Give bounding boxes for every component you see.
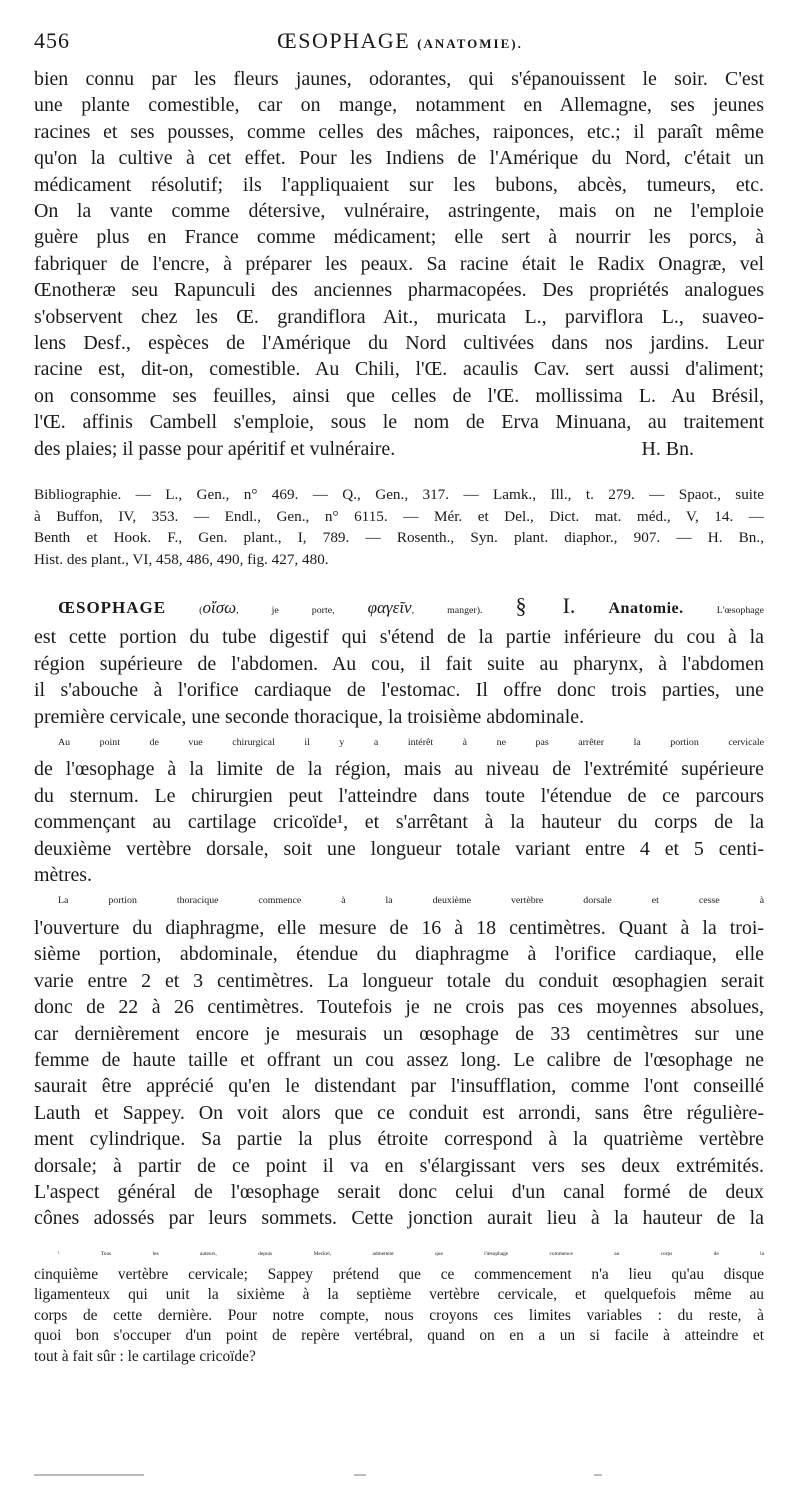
greek-word-1: οἴσω (202, 598, 237, 617)
text-line: première cervicale, une seconde thoracique, la troisième abdominale. (34, 705, 585, 728)
text-line: car dernièrement encore je mesurais un œsophage de 33 centimètres sur une (34, 1022, 764, 1045)
text-line-content: des plaies; il passe pour apéritif et vulnéraire. (34, 437, 396, 460)
footnote-line: cinquième vertèbre cervicale; Sappey prétend que ce commencement n'a lieu qu'au disque (34, 1265, 764, 1283)
text-line: il s'abouche à l'orifice cardiaque de l'estomac. Il offre donc trois parties, une (34, 679, 764, 702)
scan-edge-marks (34, 1474, 764, 1478)
running-header (0, 28, 800, 62)
text-line: qu'on la cultive à cet effet. Pour les Indiens de l'Amérique du Nord, c'était un (34, 147, 764, 170)
footnote-line: quoi bon s'occuper d'un point de repère vertébral, quand on en a un si facile à atteindre et (34, 1327, 764, 1345)
text-line: région supérieure de l'abdomen. Au cou, il fait suite au pharynx, à l'abdomen (34, 652, 764, 675)
text-line: Lauth et Sappey. On voit alors que ce conduit est arrondi, sans être régulière- (34, 1101, 764, 1124)
text-line: est cette portion du tube digestif qui s'étend de la partie inférieure du cou à la (34, 626, 764, 649)
text-line: bien connu par les fleurs jaunes, odorantes, qui s'épanouissent le soir. C'est (34, 68, 764, 90)
footnotes (34, 1244, 764, 1368)
text-line: s'observent chez les Œ. grandiflora Ait., muricata L., parviflora L., suaveo- (34, 305, 764, 328)
continued-paragraph (34, 66, 764, 462)
text-line: saurait être apprécié qu'en le distendant par l'insufflation, comme l'ont conseillé (34, 1075, 764, 1098)
footnote-line: ligamenteux qui unit la sixième à la septième vertèbre cervicale, et quelquefois même au (34, 1286, 764, 1304)
text-line (34, 436, 764, 462)
etymology-gloss-2: , manger). (411, 605, 483, 616)
scan-mark (594, 1474, 602, 1476)
entry-headword: ŒSOPHAGE (58, 598, 167, 617)
running-title-sub: (ANATOMIE). (417, 36, 523, 51)
text-line: L'aspect général de l'œsophage serait donc celui d'un canal formé de deux (34, 1180, 764, 1203)
entry-oesophage (34, 593, 764, 1232)
text-line: l'Œ. affinis Cambell s'emploie, sous le nom de Erva Minuana, au traitement (34, 411, 764, 434)
running-title (0, 28, 800, 54)
scan-mark (354, 1474, 366, 1476)
text-line: deuxième vertèbre dorsale, soit une longueur totale variant entre 4 et 5 centi- (34, 837, 764, 860)
text-line: du sternum. Le chirurgien peut l'atteindre dans toute l'étendue de ce parcours (34, 784, 764, 807)
greek-word-2: φαγεῖν (367, 598, 412, 617)
biblio-line: Benth et Hook. F., Gen. plant., I, 789. — Rosenth., Syn. plant. diaphor., 907. — H. Bn., (34, 529, 764, 546)
text-line: femme de haute taille et offrant un cou assez long. Le calibre de l'œsophage ne (34, 1048, 764, 1071)
text-line: ment cylindrique. Sa partie la plus étroite correspond à la quatrième vertèbre (34, 1128, 764, 1151)
text-line: cônes adossés par leurs sommets. Cette jonction aurait lieu à la hauteur de la (34, 1207, 764, 1230)
footnote-line: tout à fait sûr : le cartilage cricoïde? (34, 1347, 256, 1365)
text-line: On la vante comme détersive, vulnéraire, astringente, mais on ne l'emploie (34, 200, 764, 223)
text-line: varie entre 2 et 3 centimètres. La longueur totale du conduit œsophagien serait (34, 969, 764, 992)
text-line: sième portion, abdominale, étendue du diaphragme à l'orifice cardiaque, elle (34, 943, 764, 966)
footnote-line: corps de cette dernière. Pour notre compte, nous croyons ces limites variables : du reste, à (34, 1306, 764, 1324)
text-line: guère plus en France comme médicament; elle sert à nourrir les porcs, à (34, 226, 764, 249)
text-line: de l'œsophage à la limite de la région, mais au niveau de l'extrémité supérieure (34, 758, 764, 781)
etymology-open: ( (199, 605, 203, 616)
running-title-main: ŒSOPHAGE (277, 28, 411, 53)
entry-first-line-rest: L'œsophage (716, 605, 764, 616)
bibliography (34, 484, 764, 570)
text-line: une plante comestible, car on mange, notamment en Allemagne, ses jeunes (34, 94, 764, 117)
section-mark: § I. (515, 593, 576, 618)
scan-mark (34, 1474, 144, 1476)
text-line: dorsale; à partir de ce point il va en s'élargissant vers ses deux extrémités. (34, 1154, 764, 1177)
text-line: commençant au cartilage cricoïde¹, et s'arrêtant à la hauteur du corps de la (34, 811, 764, 834)
text-line: lens Desf., espèces de l'Amérique du Nord cultivées dans nos jardins. Leur (34, 332, 764, 355)
page-number: 456 (34, 28, 70, 53)
author-signature: H. Bn. (641, 437, 694, 460)
text-line: racines et ses pousses, comme celles des mâches, raiponces, etc.; il paraît même (34, 120, 764, 143)
text-line: on consomme ses feuilles, ainsi que celles de l'Œ. mollissima L. Au Brésil, (34, 384, 764, 407)
text-line: Œnotheræ seu Rapunculi des anciennes pharmacopées. Des propriétés analogues (34, 279, 764, 302)
etymology-gloss-1: , je porte, (236, 605, 368, 616)
text-line: mètres. (34, 864, 92, 887)
text-line: racine est, dit-on, comestible. Au Chili, l'Œ. acaulis Cav. sert aussi d'aliment; (34, 358, 764, 381)
biblio-line: Hist. des plant., VI, 458, 486, 490, fig. 427, 480. (34, 550, 329, 568)
text-line: Au point de vue chirurgical il y a intérêt à ne pas arrêter la portion cervicale (58, 737, 764, 749)
text-line: l'ouverture du diaphragme, elle mesure de 16 à 18 centimètres. Quant à la troi- (34, 916, 764, 939)
section-label: Anatomie. (608, 600, 684, 617)
entry-first-line (34, 593, 764, 624)
footnote-line: ¹ Tous les auteurs, depuis Meckel, admettent que l'œsophage commence au corps de la (58, 1251, 764, 1257)
biblio-line: à Buffon, IV, 353. — Endl., Gen., n° 6115. — Mér. et Del., Dict. mat. méd., V, 14. — (34, 507, 764, 525)
text-line: médicament résolutif; ils l'appliquaient sur les bubons, abcès, tumeurs, etc. (34, 173, 764, 196)
text-line: La portion thoracique commence à la deuxième vertèbre dorsale et cesse à (58, 895, 764, 907)
text-line: donc de 22 à 26 centimètres. Toutefois je ne crois pas ces moyennes absolues, (34, 996, 764, 1019)
text-line: fabriquer de l'encre, à préparer les peaux. Sa racine était le Radix Onagræ, vel (34, 252, 764, 275)
biblio-line: Bibliographie. — L., Gen., n° 469. — Q., Gen., 317. — Lamk., Ill., t. 279. — Spaot., suite (34, 486, 764, 503)
